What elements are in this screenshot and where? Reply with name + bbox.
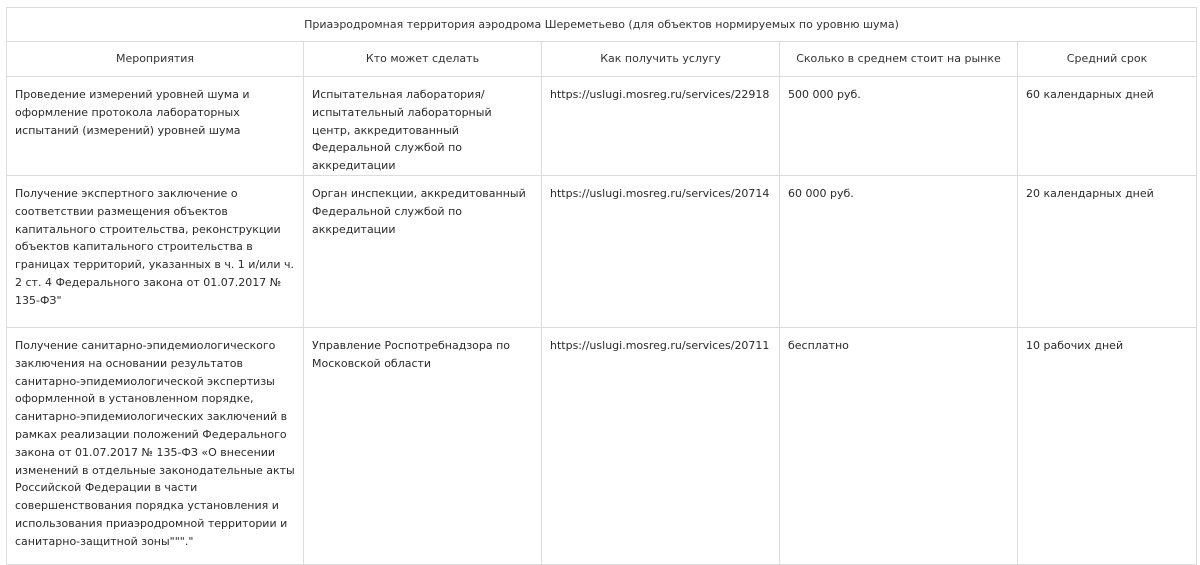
cell-term: 20 календарных дней <box>1018 175 1197 327</box>
cell-term: 60 календарных дней <box>1018 77 1197 176</box>
table-header-row <box>7 42 1197 77</box>
cell-cost: 500 000 руб. <box>780 77 1018 176</box>
cell-who: Испытательная лаборатория/ испытательный лабораторный центр, аккредитованный Федеральной службой по аккредитации <box>304 77 542 176</box>
column-header-measures: Мероприятия <box>7 42 304 77</box>
cell-measure: Проведение измерений уровней шума и оформление протокола лабораторных испытаний (измерений) уровней шума <box>7 77 304 176</box>
cell-measure: Получение санитарно-эпидемиологического заключения на основании результатов санитарно-эпидемиологической экспертизы оформленной в установленном порядке, санитарно-эпидемиологических заключений в рамках реализации положений Федерального закона от 01.07.2017 № 135-ФЗ «О внесении изменений в отдельные законодательные акты Российской Федерации в части совершенствования порядка установления и использования приаэродромной территории и санитарно-защитной зоны"""." <box>7 327 304 564</box>
services-table-container <box>6 7 1196 565</box>
cell-measure: Получение экспертного заключение о соответствии размещения объектов капитального строительства, реконструкции объектов капитального строительства в границах территорий, указанных в ч. 1 и/или ч. 2 ст. 4 Федерального закона от 01.07.2017 № 135-ФЗ" <box>7 175 304 327</box>
cell-cost: бесплатно <box>780 327 1018 564</box>
cell-who: Управление Роспотребнадзора по Московской области <box>304 327 542 564</box>
table-row <box>7 327 1197 564</box>
column-header-how: Как получить услугу <box>542 42 780 77</box>
cell-who: Орган инспекции, аккредитованный Федеральной службой по аккредитации <box>304 175 542 327</box>
services-table <box>6 7 1197 565</box>
cell-cost: 60 000 руб. <box>780 175 1018 327</box>
column-header-who: Кто может сделать <box>304 42 542 77</box>
cell-service-link[interactable]: https://uslugi.mosreg.ru/services/20714 <box>542 175 780 327</box>
cell-service-link[interactable]: https://uslugi.mosreg.ru/services/20711 <box>542 327 780 564</box>
cell-term: 10 рабочих дней <box>1018 327 1197 564</box>
column-header-term: Средний срок <box>1018 42 1197 77</box>
table-caption-row <box>7 8 1197 42</box>
table-row <box>7 175 1197 327</box>
cell-service-link[interactable]: https://uslugi.mosreg.ru/services/22918 <box>542 77 780 176</box>
table-caption: Приаэродромная территория аэродрома Шереметьево (для объектов нормируемых по уровню шума) <box>7 8 1197 42</box>
column-header-cost: Сколько в среднем стоит на рынке <box>780 42 1018 77</box>
table-row <box>7 77 1197 176</box>
